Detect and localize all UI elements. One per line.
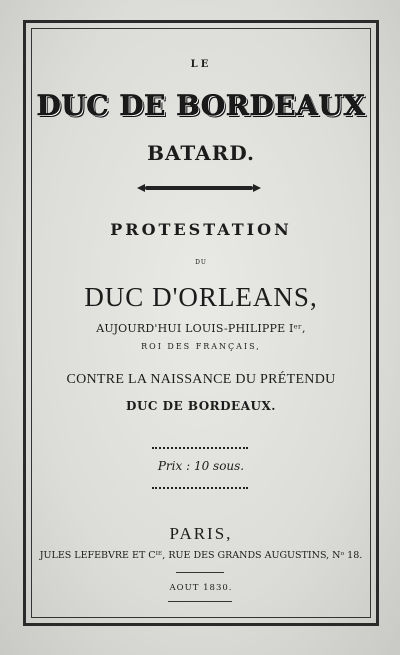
- author-alias: AUJOURD'HUI LOUIS-PHILIPPE Iᵉʳ,: [96, 322, 306, 335]
- author-title: ROI DES FRANÇAIS,: [141, 342, 261, 351]
- subject-name: DUC DE BORDEAUX.: [126, 399, 276, 413]
- preposition-du: DU: [195, 259, 207, 266]
- ornamental-rule: [145, 186, 253, 190]
- against-line: CONTRE LA NAISSANCE DU PRÉTENDU: [66, 372, 336, 387]
- dotted-rule-top: [152, 447, 248, 449]
- city: PARIS,: [169, 524, 233, 543]
- publisher-imprint: JULES LEFEBVRE ET Cᴵᴱ, RUE DES GRANDS AUGUSTINS, Nᵒ 18.: [39, 550, 363, 561]
- author-name: DUC D'ORLEANS,: [84, 282, 318, 312]
- article-le: LE: [190, 59, 212, 70]
- publication-date: AOUT 1830.: [169, 583, 233, 593]
- protestation-heading: PROTESTATION: [110, 220, 292, 239]
- bottom-rule: [168, 601, 232, 602]
- price: Prix : 10 sous.: [157, 459, 245, 473]
- subtitle: BATARD.: [147, 141, 255, 165]
- main-title: DUC DE BORDEAUX: [36, 89, 366, 122]
- dotted-rule-bottom: [152, 487, 248, 489]
- short-rule: [176, 572, 224, 573]
